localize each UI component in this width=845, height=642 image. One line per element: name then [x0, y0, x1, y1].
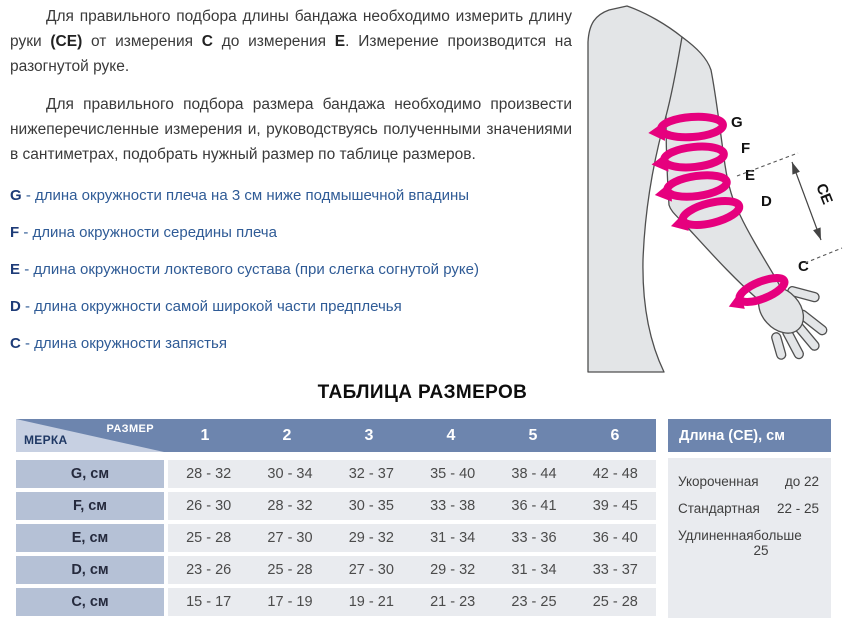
legend-text: - длина окружности плеча на 3 см ниже подмышечной впадины [25, 187, 470, 204]
p1-text: от измерения [82, 33, 202, 50]
row-label-cell: F, см [16, 492, 164, 520]
row-label-cell: C, см [16, 588, 164, 616]
value-cell: 35 - 40 [430, 466, 476, 482]
legend-letter: D [10, 298, 21, 315]
value-cell: 21 - 23 [430, 594, 476, 610]
size-table-body [16, 460, 656, 616]
value-cell: 33 - 38 [430, 498, 476, 514]
value-cell: 25 - 28 [267, 562, 313, 578]
column-header: 6 [610, 426, 620, 444]
size-table-header [16, 419, 656, 452]
value-cell: 27 - 30 [348, 562, 394, 578]
value-cell: 31 - 34 [511, 562, 557, 578]
table-row-d [16, 556, 656, 584]
ce-length-table-header: Длина (CE), см [668, 419, 831, 452]
table-row-e [16, 524, 656, 552]
length-value: до 22 [784, 474, 819, 489]
dashed-extension-line-c [805, 248, 842, 263]
value-cell: 19 - 21 [348, 594, 394, 610]
column-header: 3 [364, 426, 374, 444]
intro-paragraph-1 [10, 4, 572, 79]
legend-letter: C [10, 335, 21, 352]
legend-text: - длина окружности самой широкой части предплечья [25, 298, 402, 315]
arm-illustration-svg [585, 0, 845, 378]
row-label-cell: E, см [16, 524, 164, 552]
intro-paragraph-2: Для правильного подбора размера бандажа необходимо произвести нижеперечисленные измерения и, руководствуясь полученными значениями в сантиметрах, подобрать нужный размер по таблице размеров. [10, 96, 572, 163]
measurement-legend [10, 188, 572, 351]
legend-item-e [10, 262, 572, 277]
value-cell: 38 - 44 [511, 466, 557, 482]
corner-label-size: РАЗМЕР [106, 423, 154, 435]
legend-item-c [10, 336, 572, 351]
size-table-corner-cell [16, 419, 164, 452]
value-cell: 27 - 30 [267, 530, 313, 546]
value-cell: 33 - 36 [511, 530, 557, 546]
legend-letter: F [10, 224, 20, 241]
corner-label-measure: МЕРКА [24, 433, 68, 447]
legend-item-g [10, 188, 572, 203]
row-values [168, 524, 656, 552]
value-cell: 30 - 35 [348, 498, 394, 514]
legend-text: - длина окружности середины плеча [23, 224, 277, 241]
value-cell: 25 - 28 [592, 594, 638, 610]
p1-bold-e: E [334, 33, 346, 50]
legend-letter: E [10, 261, 21, 278]
column-header: 4 [446, 426, 456, 444]
value-cell: 33 - 37 [592, 562, 638, 578]
size-table [16, 419, 656, 620]
legend-item-f [10, 225, 572, 240]
length-label: Удлиненная [678, 528, 754, 543]
value-cell: 28 - 32 [186, 466, 232, 482]
legend-text: - длина окружности локтевого сустава (при слегка согнутой руке) [24, 261, 479, 278]
value-cell: 15 - 17 [186, 594, 232, 610]
value-cell: 36 - 41 [511, 498, 557, 514]
arm-measurement-illustration [585, 0, 845, 378]
value-cell: 32 - 37 [348, 466, 394, 482]
ce-arrow [792, 162, 821, 240]
row-values [168, 492, 656, 520]
table-row-c [16, 588, 656, 616]
length-label: Укороченная [678, 474, 759, 489]
length-row-standard [678, 501, 819, 516]
ce-arrow-head-bottom [813, 227, 821, 240]
column-header: 2 [282, 426, 292, 444]
diagram-label-g: G [731, 114, 743, 131]
value-cell: 39 - 45 [592, 498, 638, 514]
legend-text: - длина окружности запястья [25, 335, 227, 352]
value-cell: 29 - 32 [430, 562, 476, 578]
column-header: 5 [528, 426, 538, 444]
table-row-g [16, 460, 656, 488]
row-values [168, 588, 656, 616]
value-cell: 23 - 26 [186, 562, 232, 578]
value-cell: 25 - 28 [186, 530, 232, 546]
diagram-label-e: E [745, 167, 756, 184]
value-cell: 29 - 32 [348, 530, 394, 546]
length-value: 22 - 25 [776, 501, 819, 516]
p1-bold-c: C [201, 33, 213, 50]
row-values [168, 556, 656, 584]
diagram-label-d: D [761, 193, 772, 210]
diagram-label-c: C [798, 258, 809, 275]
length-row-short [678, 474, 819, 489]
value-cell: 42 - 48 [592, 466, 638, 482]
p1-text: до измерения [212, 33, 335, 50]
p1-bold-ce: (CE) [50, 33, 83, 50]
size-table-title: ТАБЛИЦА РАЗМЕРОВ [317, 382, 528, 403]
ce-length-table [668, 419, 831, 618]
value-cell: 36 - 40 [592, 530, 638, 546]
size-column-headers [164, 419, 656, 452]
row-label-cell: D, см [16, 556, 164, 584]
row-values [168, 460, 656, 488]
value-cell: 30 - 34 [267, 466, 313, 482]
legend-letter: G [10, 187, 22, 204]
intro-text-column [10, 4, 572, 373]
value-cell: 23 - 25 [511, 594, 557, 610]
p1-text: . Измерение производится на разогнутой руке. [10, 33, 572, 75]
value-cell: 28 - 32 [267, 498, 313, 514]
value-cell: 31 - 34 [430, 530, 476, 546]
length-row-extended [678, 528, 819, 558]
legend-item-d [10, 299, 572, 314]
ce-dimension-label: CE [812, 181, 836, 207]
diagram-label-f: F [741, 140, 751, 157]
value-cell: 17 - 19 [267, 594, 313, 610]
table-row-f [16, 492, 656, 520]
column-header: 1 [200, 426, 210, 444]
value-cell: 26 - 30 [186, 498, 232, 514]
ce-length-table-body [668, 458, 831, 618]
row-label-cell: G, см [16, 460, 164, 488]
p1-text: Для правильного подбора длины бандажа необходимо измерить длину руки [10, 8, 572, 50]
ce-arrow-head-top [792, 162, 800, 175]
length-value: больше 25 [753, 528, 802, 558]
length-label: Стандартная [678, 501, 760, 516]
